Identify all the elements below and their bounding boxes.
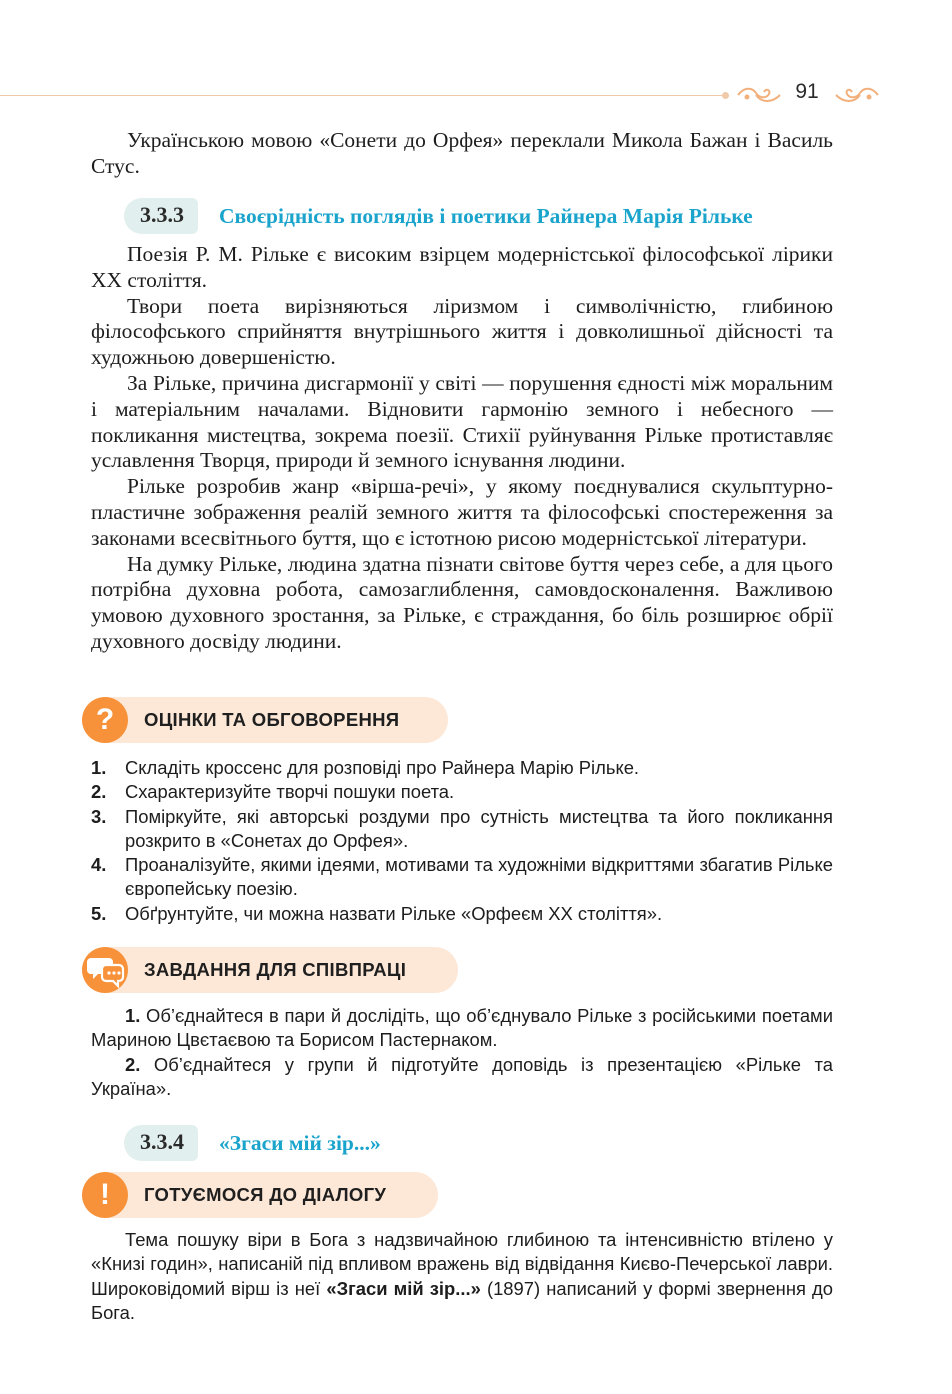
dialogue-box-heading xyxy=(82,1172,438,1218)
page-number: 91 xyxy=(795,80,819,103)
task-number: 1. xyxy=(125,1005,141,1026)
paragraph: За Рільке, причина дисгармонії у світі — порушення єдності між моральним і матеріальним началами. Відновити гармонію земного і небесного — покликання мистецтва, зокрема поезії. Стихії руйнування Рільке протиставляє уславлення Творця, природи й земного існування людини. xyxy=(91,370,833,473)
task-item xyxy=(91,1004,833,1053)
item-text: Схарактеризуйте творчі пошуки поета. xyxy=(125,781,455,803)
dialogue-text-block xyxy=(91,1228,833,1325)
item-number: 5. xyxy=(91,902,107,924)
paragraph: Твори поета вирізняються ліризмом і символічністю, глибиною філософського сприйняття внутрішнього життя і довколишньої дійсності та художньою довершеністю. xyxy=(91,293,833,370)
section-title: «Згаси мій зір...» xyxy=(219,1131,381,1155)
item-number: 3. xyxy=(91,805,107,827)
task-item xyxy=(91,1053,833,1102)
cooperation-box-heading xyxy=(82,947,458,993)
chat-bubbles-icon xyxy=(82,947,128,993)
right-ornament-icon xyxy=(834,84,880,106)
intro-paragraph-block xyxy=(91,128,833,180)
task-number: 2. xyxy=(125,1053,141,1075)
question-mark-icon: ? xyxy=(82,697,128,743)
item-text: Складіть кроссенс для розповіді про Райнера Марію Рільке. xyxy=(125,757,640,778)
poem-title: «Згаси мій зір...» xyxy=(326,1277,481,1299)
dialogue-paragraph xyxy=(91,1228,833,1325)
section-title: Своєрідність поглядів і поетики Райнера Марія Рільке xyxy=(219,204,753,228)
cooperation-tasks xyxy=(91,1004,833,1101)
paragraph: Поезія Р. М. Рільке є високим взірцем модерністської філософської лірики XX століття. xyxy=(91,242,833,292)
list-item xyxy=(91,853,833,902)
item-text: Проаналізуйте, якими ідеями, мотивами та художніми відкриттями збагатив Рільке європейську поезію. xyxy=(125,854,833,900)
list-item xyxy=(91,780,833,804)
task-text: Об’єднайтеся у групи й підготуйте доповідь із презентацією «Рільке та Україна». xyxy=(91,1053,833,1099)
discussion-questions-list xyxy=(91,756,833,926)
intro-paragraph: Українською мовою «Сонети до Орфея» переклали Микола Бажан і Василь Стус. xyxy=(91,128,833,178)
list-item xyxy=(91,756,833,780)
item-text: Поміркуйте, які авторські роздуми про сутність мистецтва та його покликання розкрито в «Сонетах до Орфея». xyxy=(125,805,833,851)
item-number: 1. xyxy=(91,757,107,778)
item-number: 2. xyxy=(91,781,107,803)
section-number: 3.3.4 xyxy=(124,1125,198,1161)
discussion-box-heading xyxy=(82,697,448,743)
list-item xyxy=(91,902,833,926)
task-text: Об’єднайтеся в пари й дослідіть, що об’єднувало Рільке з російськими поетами Мариною Цвєтаєвою та Борисом Пастернаком. xyxy=(91,1005,833,1051)
header-rule-dot xyxy=(722,92,729,99)
dialogue-box-title: ГОТУЄМОСЯ ДО ДІАЛОГУ xyxy=(144,1184,387,1205)
section-number: 3.3.3 xyxy=(124,198,198,234)
left-ornament-icon xyxy=(736,84,782,106)
item-number: 4. xyxy=(91,854,107,876)
section-333-body xyxy=(91,242,833,655)
discussion-box-title: ОЦІНКИ ТА ОБГОВОРЕННЯ xyxy=(144,709,400,730)
list-item xyxy=(91,805,833,854)
paragraph: Рільке розробив жанр «вірша-речі», у якому поєднувалися скульптурно-пластичне зображення реалій земного життя та філософські спостереження за законами всесвітнього буття, що є істотною рисою модерністської літератури. xyxy=(91,474,833,550)
item-text: Обґрунтуйте, чи можна назвати Рільке «Орфеєм XX століття». xyxy=(125,902,663,924)
header-rule xyxy=(0,95,728,96)
text-after: (1897) написаний у формі звернення до Бога. xyxy=(91,1277,834,1323)
text-before: Тема пошуку віри в Бога з надзвичайною глибиною та інтенсивністю втілено у «Книзі годин», написаній під впливом вражень від відвідання Києво-Печерської лаври. Широковідомий вірш із неї xyxy=(91,1229,833,1299)
cooperation-box-title: ЗАВДАННЯ ДЛЯ СПІВПРАЦІ xyxy=(144,959,407,980)
exclamation-mark-icon: ! xyxy=(82,1172,128,1218)
paragraph: На думку Рільке, людина здатна пізнати світове буття через себе, а для цього потрібна духовна робота, самозаглиблення, самовдосконалення. Важливою умовою духовного зростання, за Рільке, є страждання, бо біль розширює обрії духовного досвіду людини. xyxy=(91,551,833,653)
